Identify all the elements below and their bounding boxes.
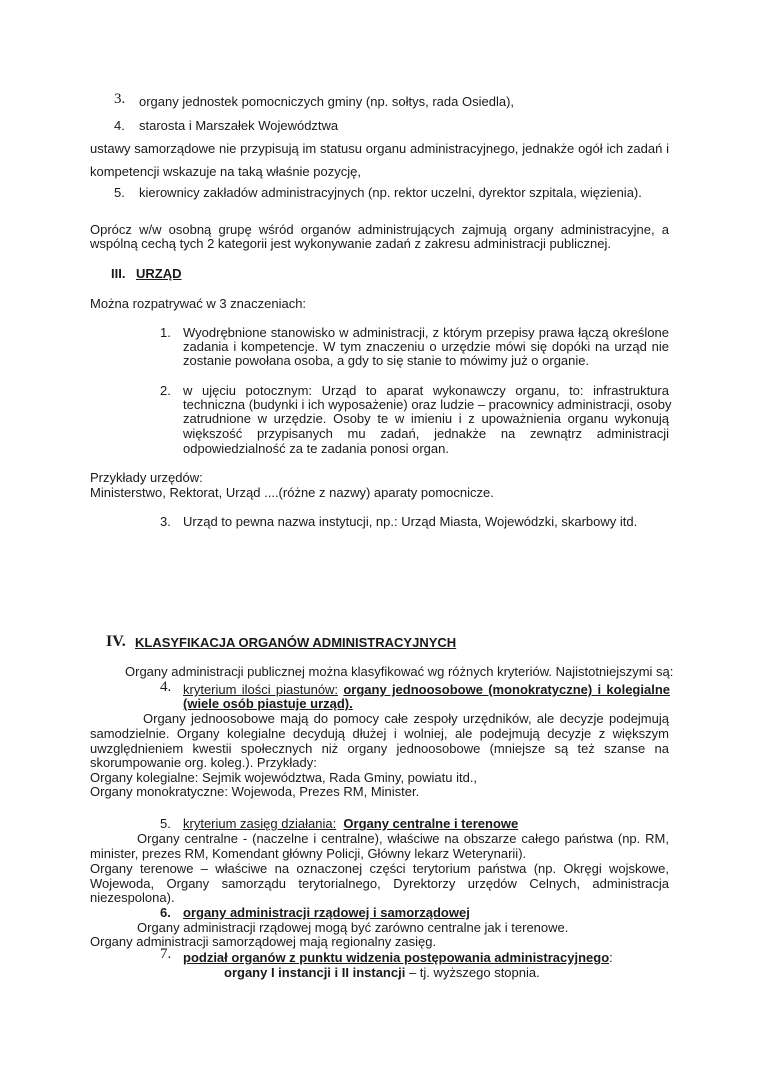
paragraph-line: Organy administracji rządowej mogą być zarówno centralne jak i terenowe.: [137, 920, 569, 935]
list-item-number: 7.: [160, 946, 172, 962]
list-item-number: 3.: [114, 91, 126, 107]
paragraph-line: Przykłady urzędów:: [90, 470, 203, 485]
instance-rest: – tj. wyższego stopnia.: [405, 965, 540, 980]
list-item-line: techniczna (budynki i ich wyposażenie) oraz ludzie – pracownicy administracji, osoby: [183, 397, 672, 412]
paragraph-line: Organy terenowe – właściwe na oznaczonej części terytorium państwa (np. Okręgi wojskowe,: [90, 861, 669, 876]
criterion-title: organy administracji rządowej i samorządowej: [183, 905, 470, 920]
list-item-number: 5.: [114, 185, 125, 200]
list-item-line: zostanie powołana osoba, a gdy to się stanie to mówimy już o organie.: [183, 353, 590, 368]
list-item-line: Wyodrębnione stanowisko w administracji, z którym przepisy prawa łączą określone: [183, 325, 669, 340]
criterion-title: Organy centralne i terenowe: [343, 816, 519, 831]
section-title: KLASYFIKACJA ORGANÓW ADMINISTRACYJNYCH: [135, 635, 457, 650]
paragraph-line: skorumpowanie org. koleg.). Przykłady:: [90, 755, 317, 770]
list-item-number: 3.: [160, 514, 171, 529]
paragraph-line: Wojewoda, Organy samorządu terytorialnego, Dyrektorzy urzędów Celnych, administracja: [90, 876, 669, 891]
criterion-line: [183, 682, 670, 697]
criterion-line: [183, 816, 518, 831]
paragraph-line: Organy jednoosobowe mają do pomocy całe zespoły urzędników, ale decyzje podejmują: [143, 711, 669, 726]
paragraph-line: Organy administracji samorządowej mają regionalny zasięg.: [90, 934, 437, 949]
list-item: starosta i Marszałek Województwa: [139, 118, 339, 133]
list-item-line: większość przypisanych mu zadań, jednakże na zewnątrz administracji: [183, 426, 669, 441]
paragraph-line: Organy kolegialne: Sejmik województwa, Rada Gminy, powiatu itd.,: [90, 770, 478, 785]
section-number: III.: [111, 266, 126, 281]
colon: :: [609, 950, 613, 965]
instance-label: organy I instancji i II instancji: [224, 965, 406, 980]
criterion-title: organy jednoosobowe (monokratyczne) i kolegialne: [343, 682, 670, 697]
list-item-line: w ujęciu potocznym: Urząd to aparat wykonawczy organu, to: infrastruktura: [183, 383, 669, 398]
paragraph-line: Organy monokratyczne: Wojewoda, Prezes RM, Minister.: [90, 784, 420, 799]
list-item: Urząd to pewna nazwa instytucji, np.: Urząd Miasta, Wojewódzki, skarbowy itd.: [183, 514, 638, 529]
list-item-number: 5.: [160, 816, 171, 831]
paragraph-line: Można rozpatrywać w 3 znaczeniach:: [90, 296, 307, 311]
list-item-line: zatrudnione w urzędzie. Osoby te w imieniu i z upoważnienia organu wykonują: [183, 411, 669, 426]
paragraph-line: kompetencji wskazuje na taką właśnie pozycję,: [90, 164, 361, 179]
paragraph-line: Organy administracji publicznej można klasyfikować wg różnych kryteriów. Najistotniejszymi są:: [125, 664, 674, 679]
criterion-label: kryterium ilości piastunów:: [183, 682, 339, 697]
paragraph-line: samodzielnie. Organy kolegialne decydują dłużej i wolniej, ale podejmują decyzje z większym: [90, 726, 669, 741]
list-item-number: 1.: [160, 325, 171, 340]
list-item-line: odpowiedzialność za te zadania ponosi organ.: [183, 441, 449, 456]
section-number: IV.: [106, 633, 126, 650]
list-item-number: 6.: [160, 905, 171, 920]
criterion-title: podział organów z punktu widzenia postępowania administracyjnego: [183, 950, 610, 965]
paragraph-line: Organy centralne - (naczelne i centralne), właściwe na obszarze całego państwa (np. RM,: [137, 831, 669, 846]
paragraph-line: niezespolona).: [90, 890, 175, 905]
list-item-line: zadania i kompetencje. W tym znaczeniu o urzędzie mówi się dopóki na urząd nie: [183, 339, 669, 354]
paragraph-line: Oprócz w/w osobną grupę wśród organów administrujących zajmują organy administracyjne, a: [90, 222, 669, 237]
paragraph-line: Ministerstwo, Rektorat, Urząd ....(różne z nazwy) aparaty pomocnicze.: [90, 485, 494, 500]
list-item-number: 2.: [160, 383, 171, 398]
list-item: kierownicy zakładów administracyjnych (np. rektor uczelni, dyrektor szpitala, więzienia).: [139, 185, 642, 200]
list-item-number: 4.: [160, 679, 172, 695]
criterion-line: [183, 950, 613, 965]
paragraph-line: wspólną cechą tych 2 kategorii jest wykonywanie zadań z zakresu administracji publicznej.: [90, 236, 611, 251]
criterion-title: (wiele osób piastuje urząd).: [183, 696, 353, 711]
paragraph-line: [224, 965, 540, 980]
paragraph-line: ustawy samorządowe nie przypisują im statusu organu administracyjnego, jednakże ogół ich zadań i: [90, 141, 669, 156]
list-item: organy jednostek pomocniczych gminy (np. sołtys, rada Osiedla),: [139, 94, 515, 109]
list-item-number: 4.: [114, 118, 125, 133]
section-title: URZĄD: [136, 266, 182, 281]
paragraph-line: minister, prezes RM, Komendant główny Policji, Główny lekarz Weterynarii).: [90, 846, 527, 861]
paragraph-line: uwzględnieniem kwestii społecznych niż organy jednoosobowe (mniejsze są też szanse na: [90, 741, 669, 756]
criterion-label: kryterium zasięg działania:: [183, 816, 337, 831]
